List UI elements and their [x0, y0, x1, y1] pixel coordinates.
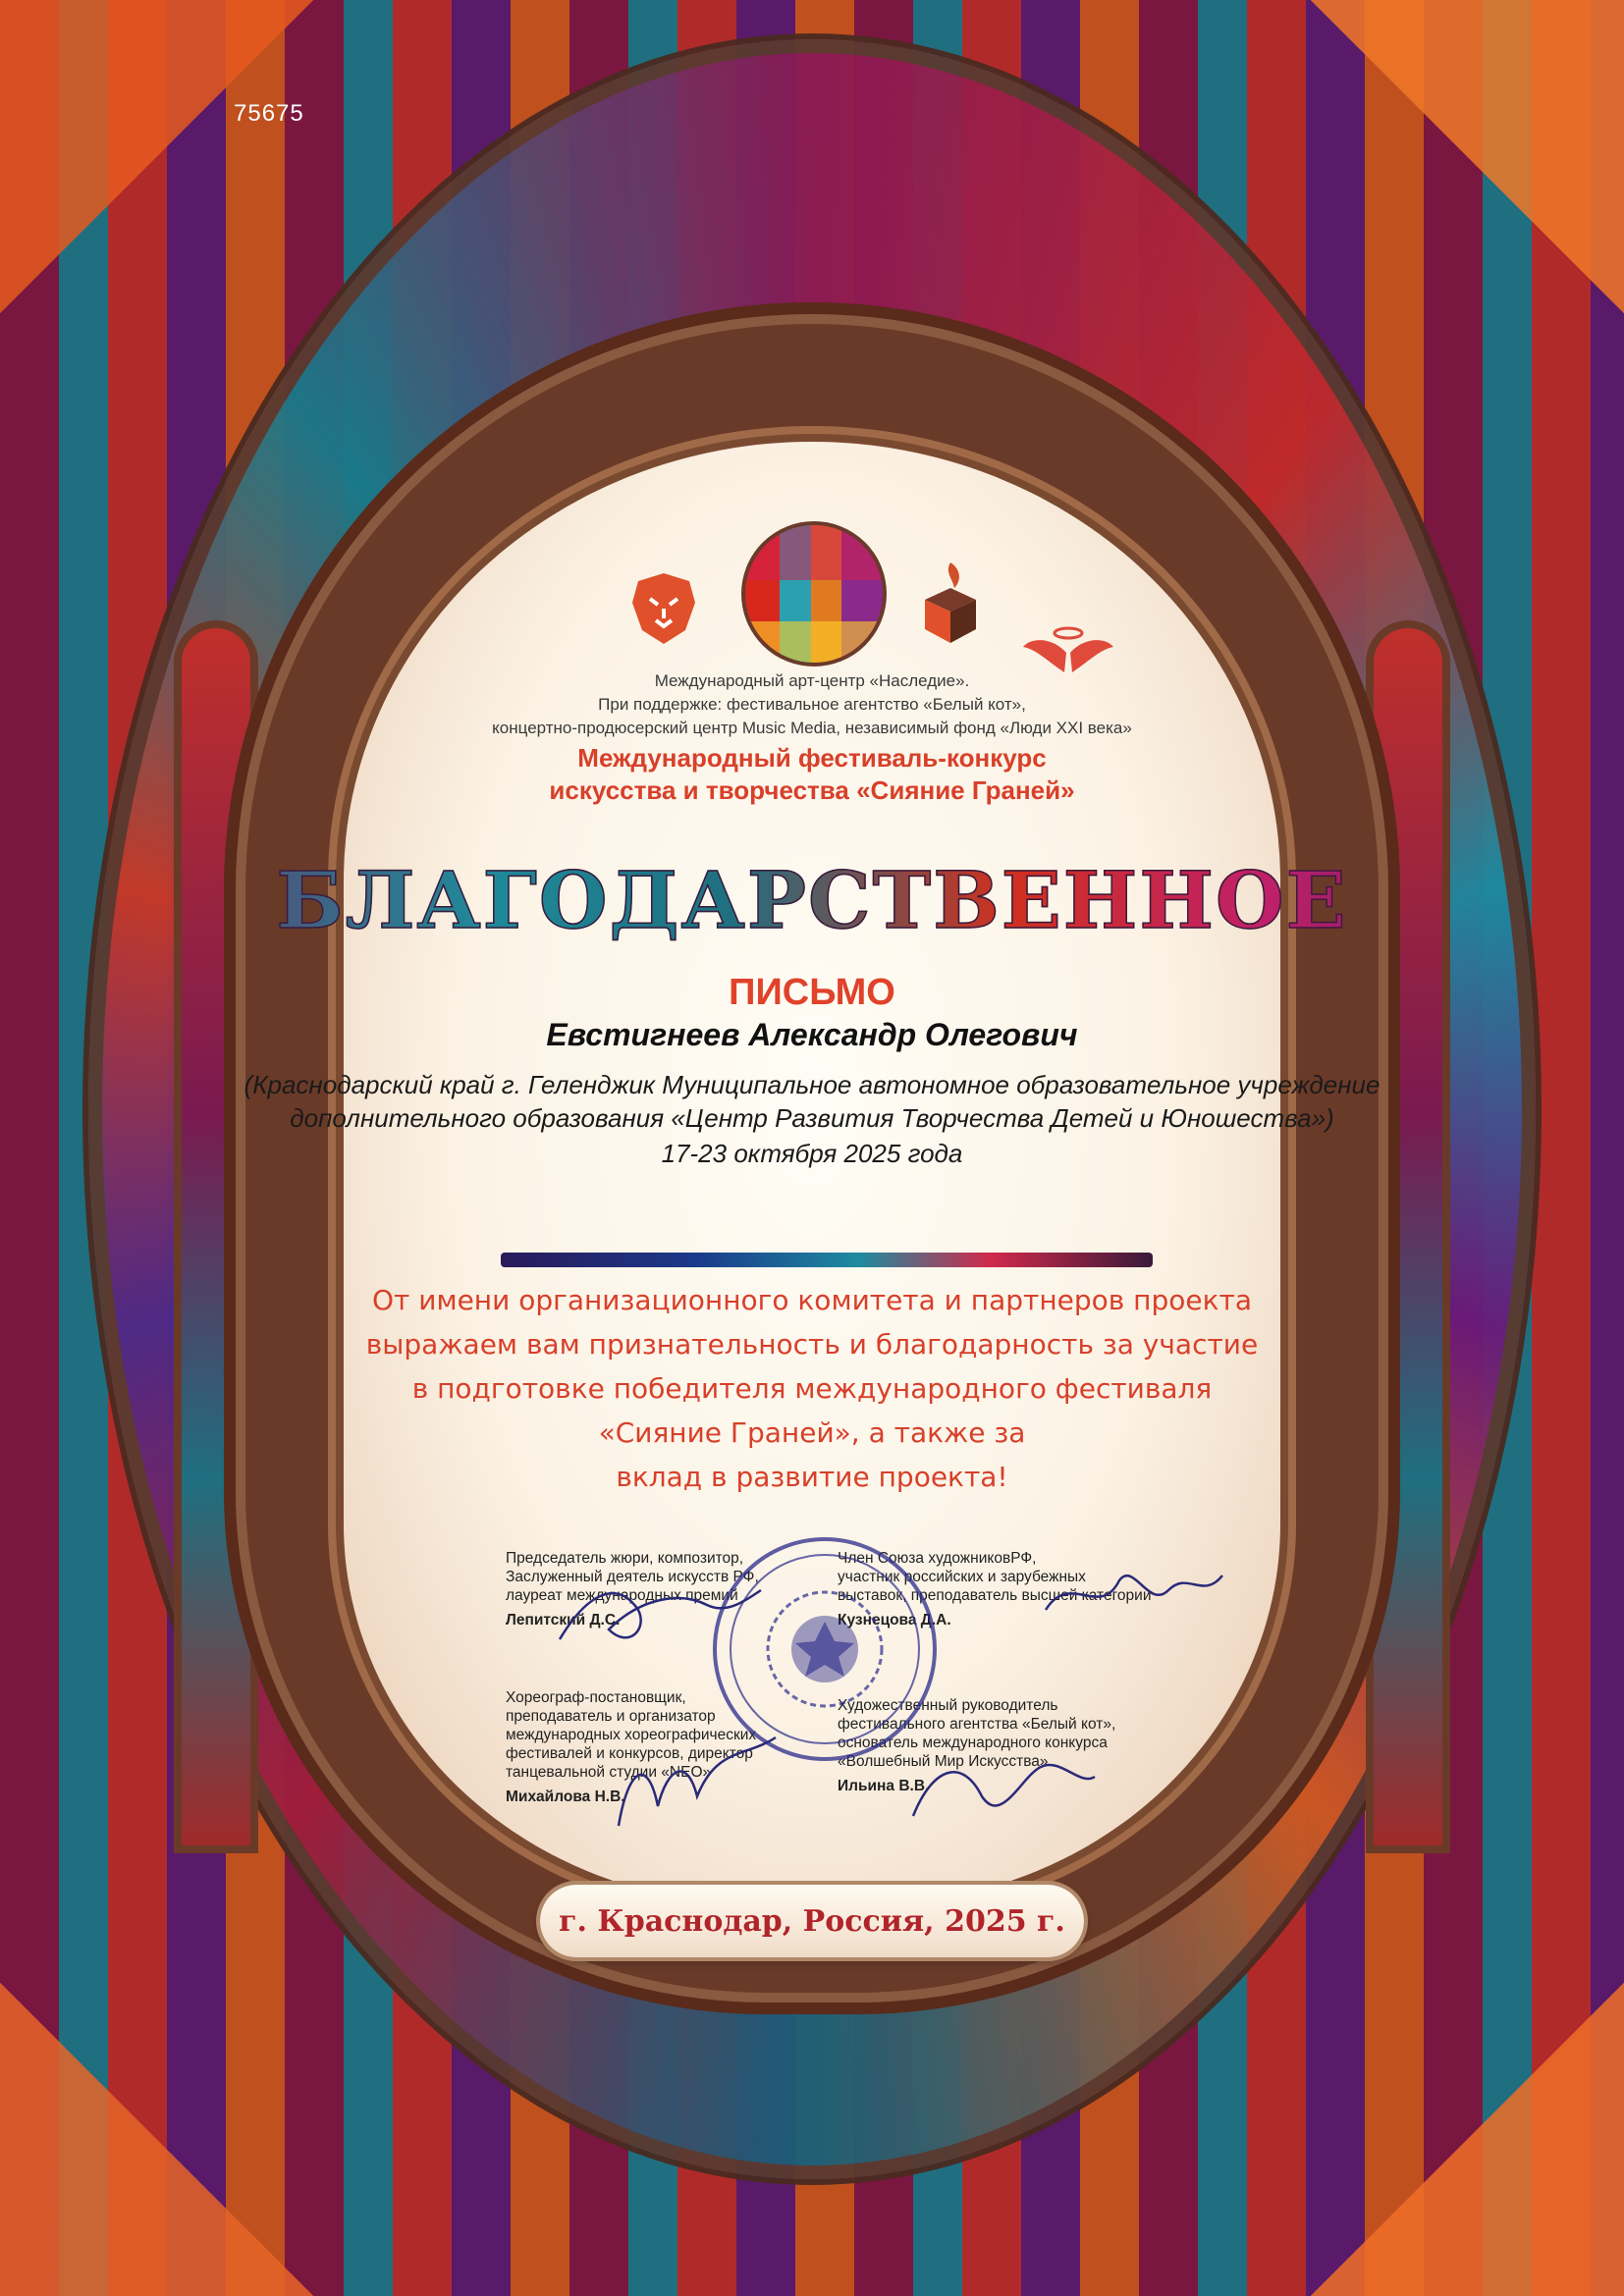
signatory-title: «Волшебный Мир Искусства» — [838, 1753, 1049, 1770]
message-line: От имени организационного комитета и партнеров проекта — [372, 1284, 1252, 1316]
signatory-title: основатель международного конкурса — [838, 1735, 1108, 1751]
festival-line: Международный фестиваль-конкурс — [577, 743, 1047, 773]
signatory-title: участник российских и зарубежных — [838, 1569, 1086, 1585]
signatory-title: международных хореографических — [506, 1727, 757, 1743]
partner-logos — [619, 515, 1129, 682]
festival-name — [0, 742, 1624, 807]
signatory-title: Художественный руководитель — [838, 1697, 1058, 1714]
festival-line: искусства и творчества «Сияние Граней» — [549, 775, 1075, 805]
recipient-institution — [0, 1068, 1624, 1135]
message-line: выражаем вам признательность и благодарность за участие — [365, 1328, 1259, 1361]
signature-ilyina — [903, 1737, 1100, 1826]
signatory-name: Ильина В.В. — [838, 1778, 930, 1794]
signatory-title: Член Союза художниковРФ, — [838, 1550, 1037, 1567]
signature-kuznetsova — [1041, 1561, 1227, 1629]
signatory-name: Лепитский Д.С. — [506, 1612, 621, 1629]
signatory-title: выставок, преподаватель высшей категории — [838, 1587, 1152, 1604]
organizers-line: концертно-продюсерский центр Music Media, независимый фонд «Люди XXI века» — [492, 719, 1132, 737]
city-text: г. Краснодар, Россия, 2025 г. — [559, 1903, 1065, 1939]
institution-line: (Краснодарский край г. Геленджик Муниципальное автономное образовательное учреждение — [244, 1070, 1380, 1099]
signature-mikhailova — [609, 1728, 785, 1836]
decorative-divider — [501, 1253, 1153, 1267]
certificate-title: БЛАГОДАРСТВЕННОЕ — [0, 854, 1624, 946]
left-column-decoration — [182, 628, 250, 1845]
signatory-name: Кузнецова Д.А. — [838, 1612, 951, 1629]
signatory-title: танцевальной студии «NEO» — [506, 1764, 712, 1781]
recipient-name: Евстигнеев Александр Олегович — [546, 1017, 1078, 1052]
certificate-subtitle: ПИСЬМО — [729, 972, 895, 1013]
signatory-title: Хореограф-постановщик, — [506, 1689, 686, 1706]
signatory-title: Председатель жюри, композитор, — [506, 1550, 744, 1567]
city-badge — [540, 1885, 1084, 1957]
organizers-line: При поддержке: фестивальное агентство «Белый кот», — [598, 695, 1026, 714]
organizers-line: Международный арт-центр «Наследие». — [654, 671, 970, 690]
signatory-title: Заслуженный деятель искусств РФ, — [506, 1569, 759, 1585]
lion-logo-icon — [624, 569, 703, 648]
institution-line: дополнительного образования «Центр Развития Творчества Детей и Юношества») — [290, 1103, 1334, 1133]
right-column-decoration — [1374, 628, 1442, 1845]
event-dates: 17-23 октября 2025 года — [661, 1139, 963, 1168]
message-line: в подготовке победителя международного фестиваля — [411, 1372, 1213, 1405]
serial-number: 75675 — [234, 100, 304, 127]
stained-glass-logo-icon — [741, 521, 887, 667]
signatory-title: лауреат международных премий — [506, 1587, 738, 1604]
gratitude-message — [0, 1278, 1624, 1499]
signature-lepitsky — [550, 1571, 766, 1659]
signatory-title: фестивального агентства «Белый кот», — [838, 1716, 1116, 1733]
message-line: вклад в развитие проекта! — [616, 1461, 1008, 1493]
organizers-block — [0, 669, 1624, 740]
message-line: «Сияние Граней», а также за — [598, 1416, 1026, 1449]
signatory-name: Михайлова Н.В. — [506, 1789, 625, 1805]
signatory-title: фестивалей и конкурсов, директор — [506, 1745, 753, 1762]
signatory-title: преподаватель и организатор — [506, 1708, 716, 1725]
cube-logo-icon — [911, 555, 990, 653]
